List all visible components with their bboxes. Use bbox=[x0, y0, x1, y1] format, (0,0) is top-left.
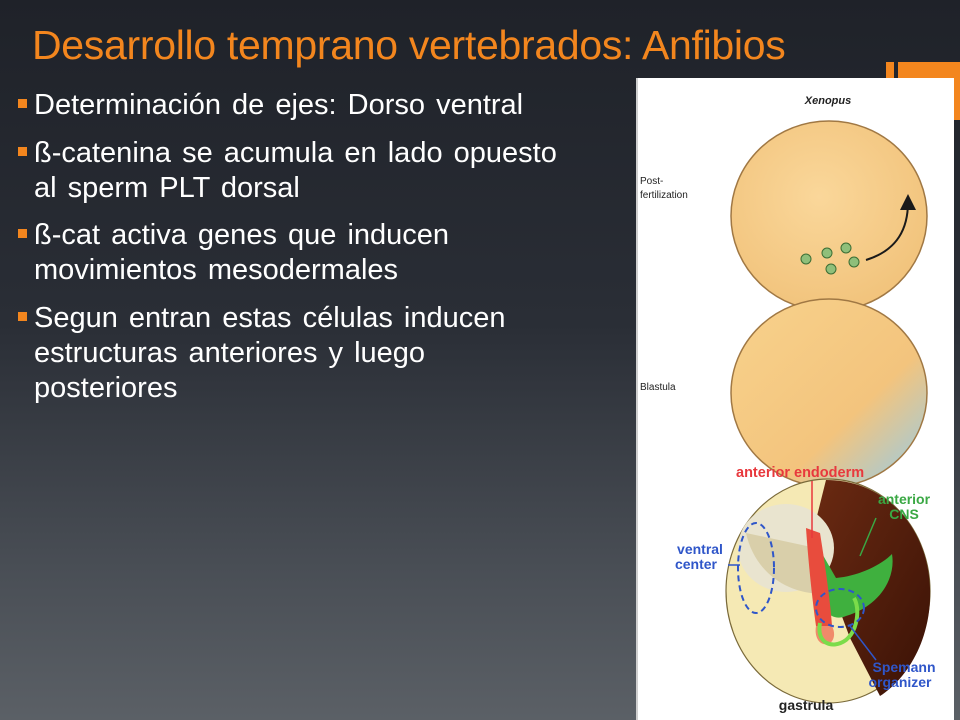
ventral-center-label: center bbox=[674, 556, 718, 572]
bullet-text: Determinación de ejes: Dorso ventral bbox=[34, 89, 524, 121]
bullet-item bbox=[18, 88, 578, 123]
post-fertilization-egg bbox=[731, 121, 927, 311]
bullet-item bbox=[18, 301, 578, 405]
slide-title: Desarrollo temprano vertebrados: Anfibios bbox=[32, 22, 786, 68]
bullet-square-icon bbox=[18, 147, 27, 156]
blastula-label: Blastula bbox=[640, 382, 676, 393]
blastula-embryo bbox=[731, 299, 927, 487]
anterior-endoderm-label: anterior endoderm bbox=[736, 465, 865, 481]
cortical-granule bbox=[826, 264, 836, 274]
anterior-cns-label: CNS bbox=[889, 506, 919, 522]
bullet-list bbox=[18, 88, 578, 418]
bullet-text: Segun entran estas células inducen estructuras anteriores y luego posteriores bbox=[34, 301, 506, 404]
bullet-item bbox=[18, 136, 578, 206]
anterior-cns-label: anterior bbox=[877, 491, 931, 507]
bullet-square-icon bbox=[18, 229, 27, 238]
spemann-organizer-label: organizer bbox=[868, 674, 932, 690]
bullet-square-icon bbox=[18, 99, 27, 108]
bullet-item bbox=[18, 218, 578, 288]
figure-species-label: Xenopus bbox=[804, 95, 852, 107]
bullet-text: ß-cat activa genes que inducen movimientos mesodermales bbox=[34, 219, 450, 287]
post-fertilization-label: fertilization bbox=[640, 190, 688, 201]
gastrula-label: gastrula bbox=[778, 697, 834, 713]
spemann-organizer-label: Spemann bbox=[872, 659, 936, 675]
cortical-granule bbox=[822, 248, 832, 258]
xenopus-figure bbox=[636, 78, 954, 720]
cortical-granule bbox=[841, 243, 851, 253]
post-fertilization-label: Post- bbox=[640, 176, 664, 187]
cortical-granule bbox=[801, 254, 811, 264]
bullet-text: ß-catenina se acumula en lado opuesto al sperm PLT dorsal bbox=[34, 136, 557, 204]
bullet-square-icon bbox=[18, 312, 27, 321]
cortical-granule bbox=[849, 257, 859, 267]
ventral-center-label: ventral bbox=[677, 541, 723, 557]
